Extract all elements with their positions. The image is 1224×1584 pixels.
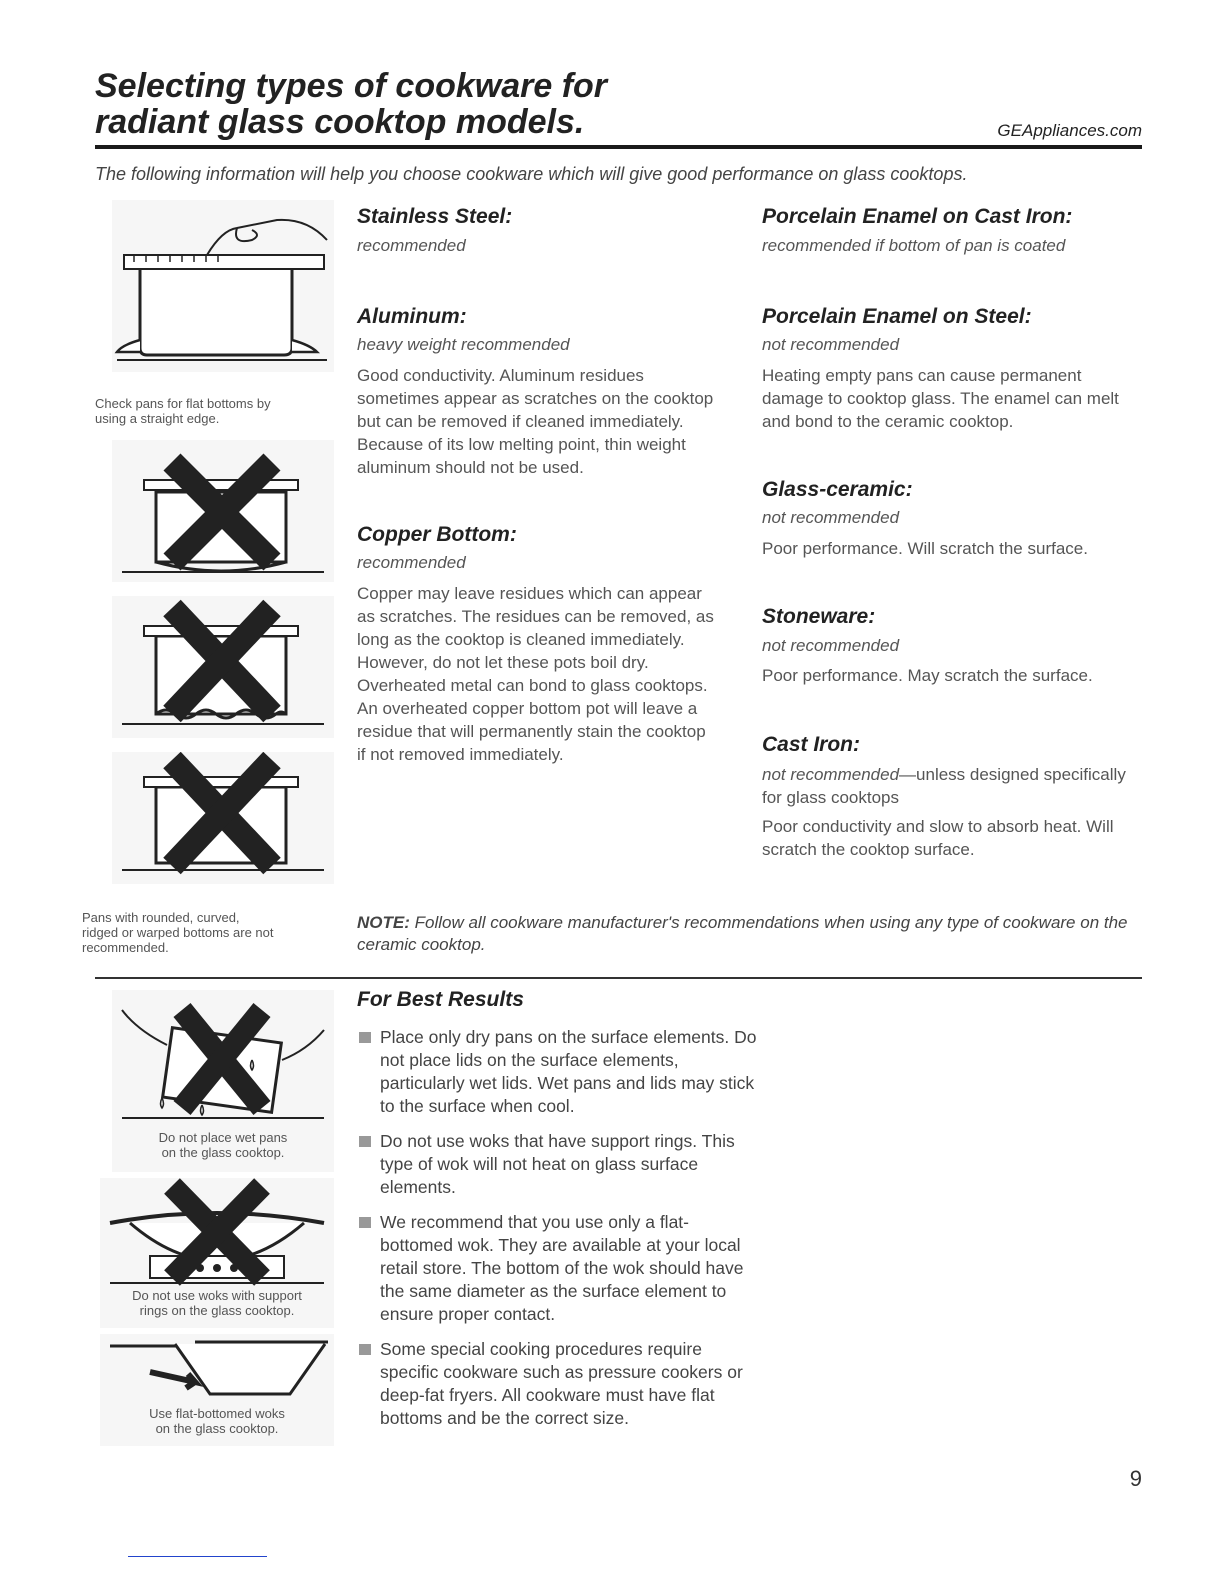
list-item-text: We recommend that you use only a flat-bottomed wok. They are available at your local retail store. The bottom of the wok should have the same diameter as the surface element to ensure proper contact. xyxy=(380,1212,744,1324)
stainless-steel-rating: recommended xyxy=(357,236,466,255)
ridged-bottom-pan-illustration xyxy=(112,752,334,884)
cast-iron-heading: Cast Iron: xyxy=(762,733,861,756)
bullet-square-icon xyxy=(359,1032,371,1043)
porcelain-steel-description xyxy=(762,364,1119,433)
list-item-text: Do not use woks that have support rings. This type of wok will not heat on glass surface elements. xyxy=(380,1131,735,1197)
caption-line: Check pans for flat bottoms by xyxy=(95,396,271,411)
crossed-out-wet-pan-icon xyxy=(112,990,334,1130)
text-line: and bond to the ceramic cooktop. xyxy=(762,412,1014,431)
caption-line: recommended. xyxy=(82,940,169,955)
section-divider xyxy=(95,977,1142,979)
stoneware-description: Poor performance. May scratch the surface. xyxy=(762,666,1093,685)
crossed-out-pot-icon xyxy=(112,440,334,582)
text-line: as scratches. The residues can be removed, as xyxy=(357,607,714,626)
cast-iron-rating-rest: —unless designed specifically xyxy=(899,765,1126,784)
aluminum-description xyxy=(357,364,713,479)
list-item xyxy=(357,1211,757,1326)
wet-pans-caption xyxy=(112,1130,334,1160)
aluminum-rating: heavy weight recommended xyxy=(357,335,570,354)
flat-bottom-check-illustration xyxy=(112,200,334,372)
bullet-square-icon xyxy=(359,1344,371,1355)
wok-support-ring-illustration xyxy=(100,1178,334,1328)
cast-iron-description xyxy=(762,815,1114,861)
porcelain-cast-iron-rating: recommended if bottom of pan is coated xyxy=(762,236,1066,255)
text-line xyxy=(762,763,1126,786)
copper-bottom-heading: Copper Bottom: xyxy=(357,523,517,546)
caption-line: on the glass cooktop. xyxy=(155,1421,279,1436)
text-line: long as the cooktop is cleaned immediately. xyxy=(357,630,685,649)
best-results-heading: For Best Results xyxy=(357,988,524,1011)
bad-bottoms-caption xyxy=(82,910,274,955)
stoneware-rating: not recommended xyxy=(762,636,900,655)
best-results-list xyxy=(357,1026,757,1442)
note-text: Follow all cookware manufacturer's recommendations when using any type of cookware on the ceramic cooktop. xyxy=(357,913,1128,954)
flat-wok-caption xyxy=(100,1406,334,1436)
text-line: if not removed immediately. xyxy=(357,745,564,764)
flat-bottom-wok-icon xyxy=(100,1334,334,1404)
glass-ceramic-rating: not recommended xyxy=(762,508,900,527)
flat-wok-illustration xyxy=(100,1334,334,1446)
text-line: However, do not let these pots boil dry. xyxy=(357,653,649,672)
stainless-steel-heading: Stainless Steel: xyxy=(357,205,513,228)
page-title-line-2: radiant glass cooktop models. xyxy=(95,103,585,141)
page-number: 9 xyxy=(1129,1466,1142,1491)
crossed-out-wok-icon xyxy=(100,1178,334,1288)
cast-iron-rating-label: not recommended xyxy=(762,765,900,784)
copper-bottom-rating: recommended xyxy=(357,553,466,572)
aluminum-heading: Aluminum: xyxy=(357,305,467,328)
pan-straight-edge-icon xyxy=(112,200,334,372)
page-title-line-1: Selecting types of cookware for xyxy=(95,67,608,105)
wok-rings-caption xyxy=(100,1288,334,1318)
text-line: but can be removed if cleaned immediately. xyxy=(357,412,684,431)
flat-check-caption xyxy=(95,396,271,426)
text-line: damage to cooktop glass. The enamel can melt xyxy=(762,389,1119,408)
text-line: Poor conductivity and slow to absorb heat. Will xyxy=(762,817,1114,836)
glass-ceramic-description: Poor performance. Will scratch the surface. xyxy=(762,539,1088,558)
caption-line: Do not use woks with support xyxy=(132,1288,302,1303)
glass-ceramic-heading: Glass-ceramic: xyxy=(762,478,913,501)
text-line: aluminum should not be used. xyxy=(357,458,584,477)
text-line: residue that will permanently stain the cooktop xyxy=(357,722,706,741)
text-line: for glass cooktops xyxy=(762,788,900,807)
list-item xyxy=(357,1130,757,1199)
text-line: Because of its low melting point, thin weight xyxy=(357,435,686,454)
list-item-text: Place only dry pans on the surface elements. Do not place lids on the surface elements, particularly wet lids. Wet pans and lids may stick to the surface when cool. xyxy=(380,1027,757,1116)
caption-line: ridged or warped bottoms are not xyxy=(82,925,274,940)
wet-pans-illustration xyxy=(112,990,334,1172)
cookware-note xyxy=(357,912,1142,956)
website-link[interactable]: GEAppliances.com xyxy=(997,121,1142,140)
text-line: Copper may leave residues which can appear xyxy=(357,584,702,603)
caption-line: Pans with rounded, curved, xyxy=(82,910,240,925)
text-line: scratch the cooktop surface. xyxy=(762,840,975,859)
rounded-bottom-pan-illustration xyxy=(112,440,334,582)
page-title xyxy=(95,68,607,140)
list-item xyxy=(357,1026,757,1118)
crossed-out-pot-icon xyxy=(112,752,334,884)
caption-line: rings on the glass cooktop. xyxy=(139,1303,295,1318)
header-rule xyxy=(95,145,1142,149)
list-item xyxy=(357,1338,757,1430)
text-line: Good conductivity. Aluminum residues xyxy=(357,366,644,385)
copper-bottom-description xyxy=(357,582,714,766)
cast-iron-rating xyxy=(762,763,1126,809)
porcelain-steel-heading: Porcelain Enamel on Steel: xyxy=(762,305,1032,328)
caption-line: using a straight edge. xyxy=(95,411,220,426)
porcelain-cast-iron-heading: Porcelain Enamel on Cast Iron: xyxy=(762,205,1073,228)
text-line: An overheated copper bottom pot will leave a xyxy=(357,699,698,718)
footer-line xyxy=(128,1556,267,1557)
text-line: sometimes appear as scratches on the cooktop xyxy=(357,389,714,408)
caption-line: Use flat-bottomed woks xyxy=(149,1406,285,1421)
caption-line: on the glass cooktop. xyxy=(161,1145,285,1160)
list-item-text: Some special cooking procedures require specific cookware such as pressure cookers or deep-fat fryers. All cookware must have flat bottoms and be the correct size. xyxy=(380,1339,743,1428)
text-line: Overheated metal can bond to glass cooktops. xyxy=(357,676,708,695)
intro-text: The following information will help you choose cookware which will give good performance on glass cooktops. xyxy=(95,164,968,184)
caption-line: Do not place wet pans xyxy=(158,1130,288,1145)
warped-bottom-pan-illustration xyxy=(112,596,334,738)
stoneware-heading: Stoneware: xyxy=(762,605,876,628)
crossed-out-pot-icon xyxy=(112,596,334,738)
text-line: Heating empty pans can cause permanent xyxy=(762,366,1082,385)
bullet-square-icon xyxy=(359,1217,371,1228)
bullet-square-icon xyxy=(359,1136,371,1147)
porcelain-steel-rating: not recommended xyxy=(762,335,900,354)
note-label: NOTE: xyxy=(357,913,410,932)
